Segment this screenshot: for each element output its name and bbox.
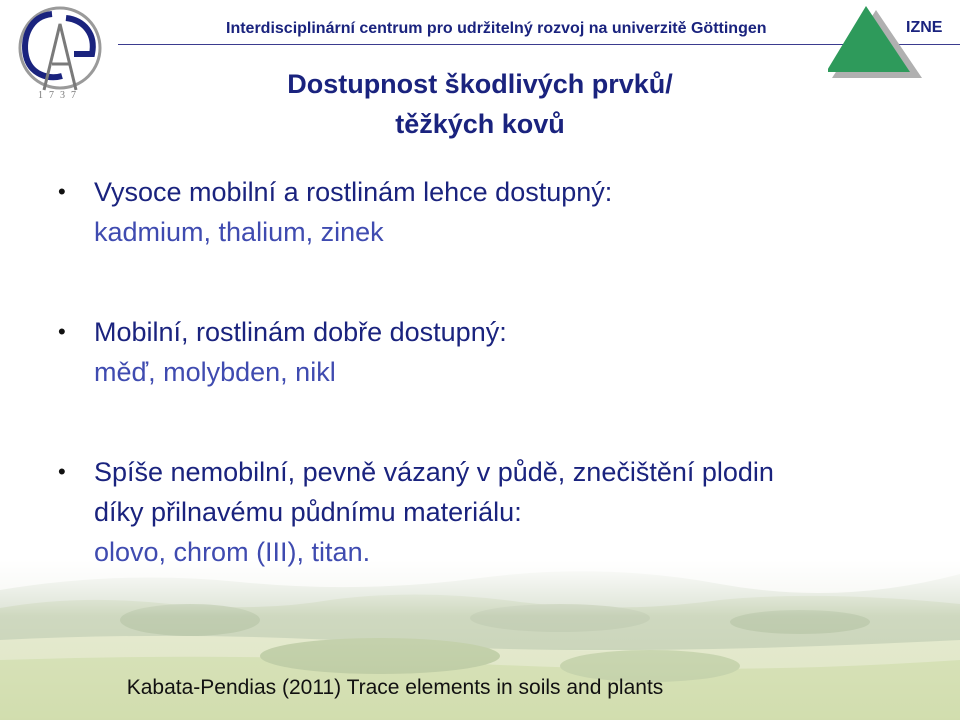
- bullet-text: Vysoce mobilní a rostlinám lehce dostupný:: [94, 177, 613, 207]
- seal-year: 1737: [38, 90, 82, 100]
- bullet-icon: •: [58, 319, 66, 344]
- bullet-examples: olovo, chrom (III), titan.: [94, 537, 371, 567]
- bullet-text-continued: díky přilnavému půdnímu materiálu:: [94, 497, 522, 527]
- bullet-body: [94, 172, 938, 252]
- slide-title-line1: Dostupnost škodlivých prvků/: [287, 69, 673, 99]
- izne-logo-text: IZNE: [906, 19, 943, 36]
- bullet-body: [94, 312, 938, 392]
- bullet-text: Spíše nemobilní, pevně vázaný v půdě, znečištění plodin: [94, 457, 774, 487]
- bullet-text: Mobilní, rostlinám dobře dostupný:: [94, 317, 507, 347]
- bullet-body: [94, 452, 938, 572]
- citation-footer: Kabata-Pendias (2011) Trace elements in soils and plants: [126, 676, 664, 699]
- bullet-icon: •: [58, 179, 66, 204]
- institute-name: Interdisciplinární centrum pro udržitelný rozvoj na univerzitě Göttingen: [226, 20, 767, 37]
- bullet-examples: měď, molybden, nikl: [94, 357, 336, 387]
- bullet-examples: kadmium, thalium, zinek: [94, 217, 384, 247]
- bullet-icon: •: [58, 459, 66, 484]
- slide-title: [0, 64, 960, 144]
- slide-title-line2: těžkých kovů: [395, 109, 565, 139]
